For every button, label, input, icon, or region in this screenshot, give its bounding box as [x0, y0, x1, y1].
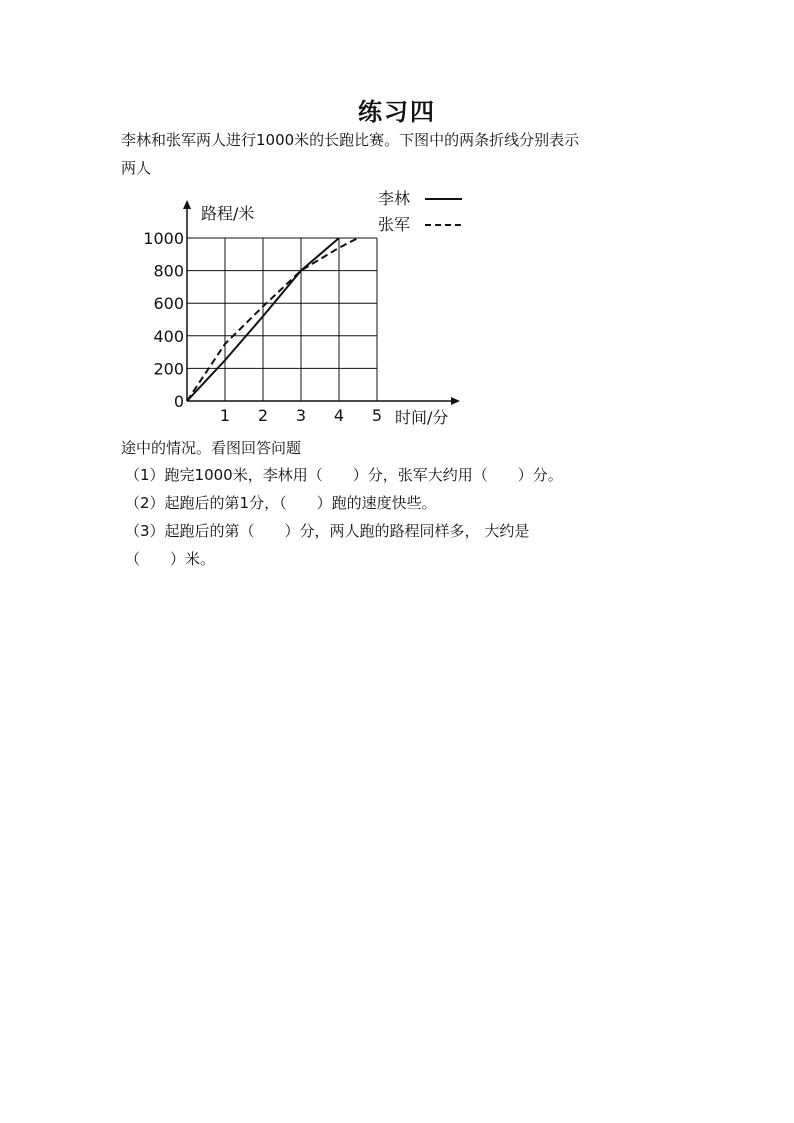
- x-tick-label: 3: [295, 406, 307, 425]
- y-tick-label: 200: [153, 359, 184, 379]
- question-2: （2）起跑后的第1分，（ ）跑的速度快些。: [125, 494, 437, 512]
- x-tick-label: 4: [333, 406, 345, 425]
- y-tick-label: 600: [153, 294, 184, 314]
- question-1: （1）跑完1000米，李林用（ ）分，张军大约用（ ）分。: [125, 466, 563, 484]
- intro-text-line-3: 途中的情况。看图回答问题: [121, 439, 302, 457]
- question-3-line-2: （ ）米。: [125, 550, 216, 568]
- question-3-line-1: （3）起跑后的第（ ）分，两人跑的路程同样多， 大约是: [125, 522, 530, 540]
- x-axis-arrow: [451, 397, 460, 405]
- x-tick-label: 5: [371, 406, 383, 425]
- intro-text-line-2: 两人: [121, 159, 152, 177]
- origin-label: 0: [173, 392, 184, 411]
- x-axis-label: 时间/分: [395, 408, 449, 427]
- y-tick-label: 800: [153, 261, 184, 281]
- chart-series: [187, 238, 358, 401]
- x-tick-label: 2: [257, 406, 269, 425]
- legend-label-zhang-jun: 张军: [378, 215, 411, 234]
- x-tick-label: 1: [219, 406, 231, 425]
- y-axis-arrow: [183, 200, 191, 209]
- series-line-zhang-jun: [187, 238, 358, 401]
- distance-time-chart: [130, 182, 470, 432]
- y-tick-label: 400: [153, 326, 184, 346]
- page-title: 练习四: [358, 97, 436, 126]
- chart-legend: [378, 189, 462, 234]
- y-axis-label: 路程/米: [201, 204, 255, 223]
- legend-label-li-lin: 李林: [378, 189, 411, 208]
- y-tick-label: 1000: [143, 229, 184, 248]
- chart-grid: [187, 238, 377, 401]
- intro-text-line-1: 李林和张军两人进行1000米的长跑比赛。下图中的两条折线分别表示: [121, 131, 580, 149]
